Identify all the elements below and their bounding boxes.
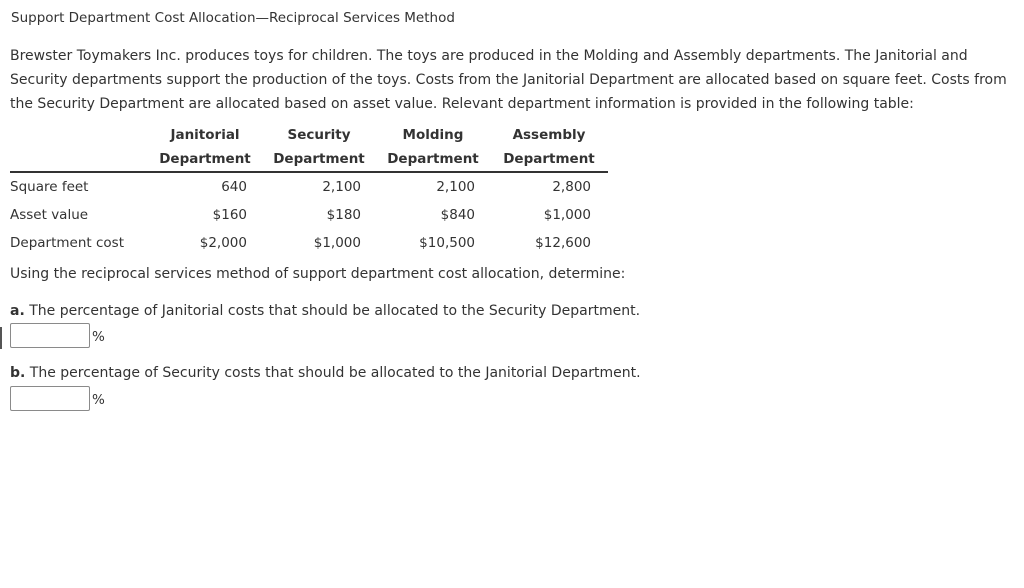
page-title: Support Department Cost Allocation—Reciprocal Services Method	[11, 10, 455, 26]
row-label: Department cost	[10, 235, 124, 251]
question-a-text: The percentage of Janitorial costs that should be allocated to the Security Department.	[29, 303, 641, 319]
header-molding-line2: Department	[376, 147, 490, 172]
department-info-table	[10, 123, 608, 257]
table-cell: $1,000	[313, 235, 361, 251]
table-cell: 2,800	[552, 179, 591, 195]
table-cell: $180	[326, 207, 361, 223]
header-molding: Molding	[402, 127, 464, 143]
answer-a-group	[10, 323, 105, 348]
table-row	[10, 201, 608, 229]
table-cell: $2,000	[199, 235, 247, 251]
header-security: Security	[287, 127, 351, 143]
question-b-text: The percentage of Security costs that should be allocated to the Janitorial Department.	[29, 365, 641, 381]
header-janitorial: Janitorial	[170, 127, 240, 143]
header-janitorial-line2: Department	[148, 147, 262, 172]
table-cell: 2,100	[322, 179, 361, 195]
answer-b-unit: %	[92, 392, 105, 408]
header-assembly: Assembly	[512, 127, 586, 143]
table-cell: $840	[440, 207, 475, 223]
table-cell: 2,100	[436, 179, 475, 195]
instruction-text: Using the reciprocal services method of support department cost allocation, determine:	[10, 266, 626, 282]
row-label: Asset value	[10, 207, 89, 223]
table-cell: 640	[221, 179, 247, 195]
table-cell: $10,500	[419, 235, 475, 251]
table-header-blank	[10, 147, 148, 172]
question-b-letter: b.	[10, 365, 26, 381]
table-cell: $12,600	[535, 235, 591, 251]
problem-description: Brewster Toymakers Inc. produces toys for children. The toys are produced in the Molding and Assembly departments. The Janitorial and Security departments support the production of the toys. Costs from the Janitorial Department are allocated based on square feet. Costs from the Security Department are allocated based on asset value. Relevant department information is provided in the following table:	[10, 48, 1007, 112]
answer-a-input[interactable]	[10, 323, 90, 348]
table-header-blank	[10, 123, 148, 147]
question-a-letter: a.	[10, 303, 25, 319]
answer-b-input[interactable]	[10, 386, 90, 411]
header-security-line2: Department	[262, 147, 376, 172]
table-header-row	[10, 123, 608, 147]
department-info-table-container	[10, 123, 608, 257]
question-a	[10, 303, 640, 319]
table-header-row	[10, 147, 608, 172]
table-cell: $1,000	[543, 207, 591, 223]
table-cell: $160	[212, 207, 247, 223]
table-row	[10, 172, 608, 201]
row-label: Square feet	[10, 179, 89, 195]
answer-a-unit: %	[92, 329, 105, 345]
question-b	[10, 365, 641, 381]
header-assembly-line2: Department	[490, 147, 608, 172]
table-row	[10, 229, 608, 257]
focus-indicator	[0, 327, 2, 349]
answer-b-group	[10, 386, 105, 411]
